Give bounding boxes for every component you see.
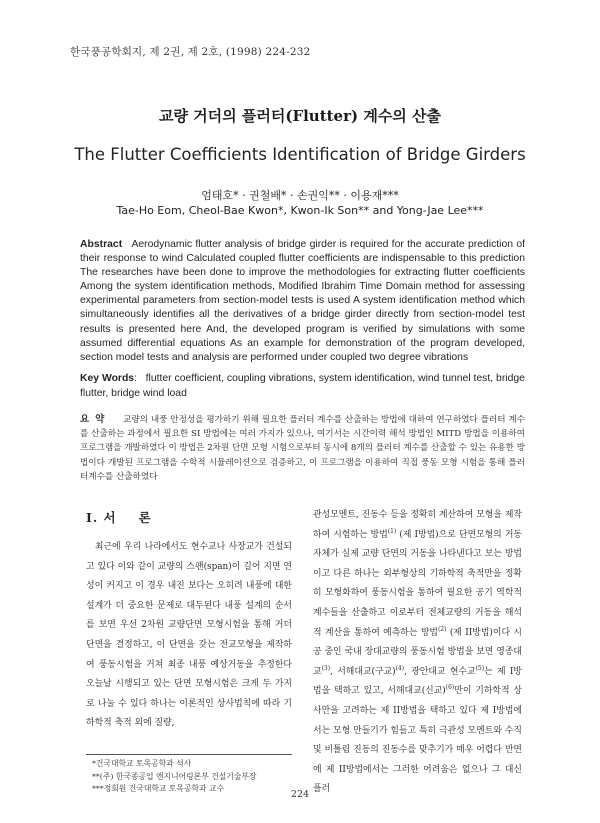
section-heading bbox=[86, 508, 152, 526]
body-text: , 서해대교(구교) bbox=[330, 666, 396, 677]
title-korean: 교량 거더의 플러터(Flutter) 계수의 산출 bbox=[158, 107, 441, 125]
abstract bbox=[80, 238, 525, 365]
keywords-text: flutter coefficient, coupling vibrations, system identification, wind tunnel test, bridge flutter, bridge wind load bbox=[80, 373, 525, 399]
footnote: *건국대학교 토목공학과 석사 bbox=[92, 759, 192, 768]
body-text: 관성모멘트, 진동수 등을 정확히 계산하여 모형을 제작하여 시험하는 방법 bbox=[313, 510, 522, 540]
keywords bbox=[80, 371, 525, 401]
body-text: , 광안대교 현수교 bbox=[404, 666, 476, 677]
body-column-left: 최근에 우리 나라에서도 현수교나 사장교가 건설되고 있다 이와 같이 교량의 스팬(span)이 길어 지면 연성이 커지고 이 경우 내진 보다는 오히려 내풍에 대한 설계가 더 중요한 문제로 대두된다 내풍 설계의 순서를 보면 우선 2차원 교량단면 모형시험을 통해 거더 단면을 결정하고, 이 단면을 갖는 전교모형을 제작하여 풍동시험을 거쳐 최종 내풍 예상거동을 추정한다 오늘날 시행되고 있는 단면 모형시험은 크게 두 가지로 나눌 수 있다 하나는 이론적인 상사법칙에 따라 기하학적 축적 외에 질량, bbox=[86, 542, 292, 729]
body-text: (제 I방법)으로 단면모형의 거동 자체가 실제 교량 단면의 거동을 나타낸다고 보는 방법이고 다른 하나는 외부형상의 기하학적 축적만을 정확히 모형화하여 풍동시험을 통하여 필요한 공기 역학적 계수들을 산출하고 이로부터 전체교량의 거동을 해석적 계산을 통하여 예측하는 방법 bbox=[313, 529, 523, 638]
footnote-divider bbox=[86, 754, 292, 755]
journal-header: 한국풍공학회지, 제 2권, 제 2호, (1998) 224-232 bbox=[70, 46, 311, 58]
abstract-text: Aerodynamic flutter analysis of bridge girder is required for the accurate prediction of their response to wind Calculated coupled flutter coefficients are indispensable to this prediction The researches have been done to improve the methodologies for extracting flutter coefficients Among the system identification methods, Modified Ibrahim Time Domain method for assessing experimental parameters from section-model tests is used A system identification method which simultaneously identifies all the derivatives of a bridge girder directly from section-model test results is presented here And, the developed program is verified by simulations with some assumed differential equations As an example for demonstration of the program developed, section model tests and analysis are performed under coupled two degree vibrations bbox=[80, 239, 525, 363]
citation-ref: (4) bbox=[395, 664, 405, 672]
section-title: 론 bbox=[138, 510, 152, 525]
body-column-right bbox=[313, 506, 522, 800]
citation-ref: (1) bbox=[387, 527, 397, 535]
keywords-label: Key Words bbox=[80, 373, 135, 384]
keywords-colon: : bbox=[134, 373, 137, 384]
section-number: I. 서 bbox=[86, 510, 117, 525]
title-english: The Flutter Coefficients Identification of Bridge Girders bbox=[74, 145, 526, 164]
citation-ref: (3) bbox=[321, 664, 331, 672]
authors-korean: 엄태호* · 권철배* · 손권익** · 이용재*** bbox=[201, 189, 399, 202]
body-text: 는 제 I방법을 택하고 있고, 서해대교(신교) bbox=[313, 666, 522, 697]
citation-ref: (5) bbox=[475, 664, 485, 672]
summary-label: 요약 bbox=[80, 414, 111, 425]
korean-summary bbox=[80, 413, 525, 484]
citation-ref: (6) bbox=[445, 684, 455, 692]
footnote: ***정회원 건국대학교 토목공학과 교수 bbox=[92, 784, 225, 793]
page-number: 224 bbox=[290, 789, 310, 800]
footnote: **(주) 한국종공업 엔지니어링본부 건설기술부장 bbox=[92, 771, 257, 781]
body-text: 만이 기하학적 상사만을 고려하는 제 II방법을 택하고 있다 제 I방법에서는 모형 만들기가 힘들고 특히 극관성 모멘트와 수직 및 비틀림 진동의 진동수를 맞추기가 매우 어렵다 반면에 제 II방법에서는 그러한 어려움은 없으나 그 대신 플러 bbox=[313, 686, 522, 795]
body-text: (제 II방법)이다 시공 중인 국내 장대교량의 풍동시험 방법을 보면 영종대교 bbox=[313, 627, 522, 677]
citation-ref: (2) bbox=[437, 625, 447, 633]
summary-text: 교량의 내풍 안정성을 평가하기 위해 필요한 플러터 계수를 산출하는 방법에 대하여 연구하였다 플러터 계수를 산출하는 과정에서 필요한 SI 방법에는 여러 가지가 있으나, 여기서는 시간이력 해석 방법인 MITD 방법을 이용하여 프로그램을 개발하였다 이 방법은 2차원 단면 모형 시험으로부터 동시에 8개의 플러터 계수를 산출할 수 있는 유용한 방법이다 개발된 프로그램을 수학적 시뮬레이션으로 검증하고, 이 프로그램을 이용하여 직접 풍동 모형 시험을 통해 플러터계수를 산출하였다 bbox=[80, 415, 525, 482]
authors-english: Tae-Ho Eom, Cheol-Bae Kwon*, Kwon-Ik Son** and Yong-Jae Lee*** bbox=[116, 204, 484, 217]
abstract-label: Abstract bbox=[80, 239, 123, 250]
